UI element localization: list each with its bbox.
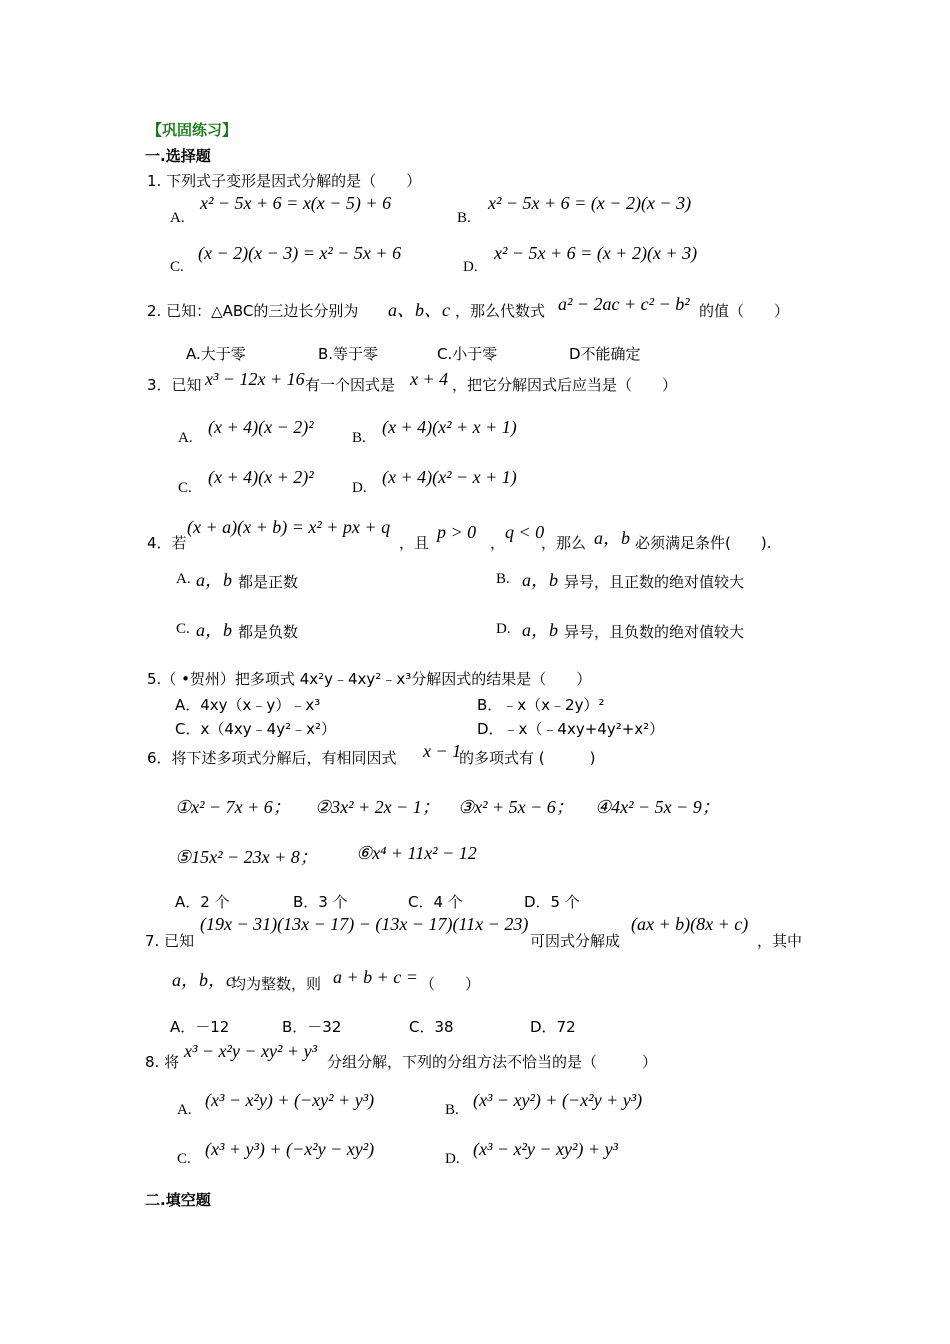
q6-item-6: ⑥x⁴ + 11x² − 12 [356,843,477,863]
q3-b-expr: (x + 4)(x² + x + 1) [382,417,517,437]
q4-stem-post: 必须满足条件( ). [635,534,772,552]
q3-factor: x + 4 [410,369,449,389]
q2-vars: a、b、c [388,300,450,320]
q8-a-label: A. [177,1102,192,1118]
q8-b-expr: (x³ − xy²) + (−x²y + y³) [473,1090,643,1110]
q3-d-expr: (x + 4)(x² − x + 1) [382,467,517,487]
q3-c-label: C. [178,480,192,496]
q6-stem-post: 的多项式有 ( ) [459,749,596,767]
q6-option-d: D．5 个 [524,893,580,911]
q4-b-vars: a，b [522,570,558,590]
q7-vars: a，b，c [172,970,234,990]
q5-option-c: C．x（4xy﹣4y²﹣x²） [175,720,336,738]
q7-stem-post: ，其中 [757,932,803,950]
q3-stem-mid: 有一个因式是 [305,376,396,394]
q3-b-label: B. [352,430,366,446]
q4-c-label: C. [176,621,190,637]
q2-stem-mid: ，那么代数式 [455,302,546,320]
q4-stem-mid: ，那么 [541,534,587,552]
q6-option-a: A．2 个 [175,893,230,911]
q4-b-label: B. [496,571,510,587]
q2-expr: a² − 2ac + c² − b² [558,294,690,314]
q3-a-label: A. [178,430,193,446]
q8-c-expr: (x³ + y³) + (−x²y − xy²) [205,1139,375,1159]
q7-ask: a + b + c = [333,967,418,987]
q1-b-label: B. [457,210,471,226]
q6-item-2: ②3x² + 2x − 1； [315,797,440,817]
q1-b-expr: x² − 5x + 6 = (x − 2)(x − 3) [488,193,692,213]
q2-option-c: C.小于零 [437,345,498,363]
q4-sep: ， [490,534,506,552]
q1-a-label: A. [170,210,185,226]
q2-option-b: B.等于零 [318,345,379,363]
q6-stem-pre: 6．将下述多项式分解后，有相同因式 [147,749,397,767]
q4-d-text: 异号，且负数的绝对值较大 [564,623,745,641]
q6-option-b: B．3 个 [293,893,348,911]
q7-option-d: D．72 [530,1018,576,1036]
q2-option-a: A.大于零 [186,345,246,363]
q6-item-3: ③x² + 5x − 6； [458,797,574,817]
part1-title: 一.选择题 [145,147,211,165]
q8-a-expr: (x³ − x²y) + (−xy² + y³) [205,1090,375,1110]
q4-cond1-pre: ，且 [399,534,430,552]
q7-form: (ax + b)(8x + c) [631,914,749,934]
q7-line2-mid: 均为整数，则 [231,975,322,993]
q7-option-b: B．－32 [282,1018,342,1036]
q6-item-4: ④4x² − 5x − 9； [595,797,720,817]
q2-stem-pre: 2. 已知：△ABC的三边长分别为 [147,302,359,320]
q1-d-label: D. [463,259,478,275]
q4-vars: a，b [594,528,630,548]
q3-d-label: D. [352,480,367,496]
q3-stem-pre: 3．已知 [147,376,202,394]
q5-stem: 5.（ •贺州）把多项式 4x²y﹣4xy²﹣x³分解因式的结果是（ ） [147,670,592,688]
q1-a-expr: x² − 5x + 6 = x(x − 5) + 6 [200,193,392,213]
q8-expr: x³ − x²y − xy² + y³ [184,1041,317,1061]
q5-option-d: D．﹣x（﹣4xy+4y²+x²） [477,720,665,738]
q4-d-vars: a，b [522,620,558,640]
q4-a-text: 都是正数 [238,573,299,591]
q2-stem-post: 的值（ ） [699,302,790,320]
q5-option-a: A．4xy（x﹣y）﹣x³ [175,696,321,714]
q5-option-b: B．﹣x（x﹣2y）² [477,696,605,714]
q1-d-expr: x² − 5x + 6 = (x + 2)(x + 3) [494,243,698,263]
q4-stem-pre: 4．若 [147,534,187,552]
q3-stem-post: ，把它分解因式后应当是（ ） [452,376,678,394]
q1-stem: 1. 下列式子变形是因式分解的是（ ） [147,172,422,190]
q8-b-label: B. [445,1102,459,1118]
q8-c-label: C. [177,1151,191,1167]
q7-option-a: A．－12 [170,1018,230,1036]
q4-a-label: A. [176,571,191,587]
q4-c-text: 都是负数 [238,623,299,641]
q6-item-5: ⑤15x² − 23x + 8； [175,847,318,867]
q7-stem-mid: 可因式分解成 [530,932,621,950]
q8-d-label: D. [445,1151,460,1167]
q4-b-text: 异号，且正数的绝对值较大 [564,573,745,591]
q6-item-1: ①x² − 7x + 6； [175,797,291,817]
q8-stem-post: 分组分解，下列的分组方法不恰当的是（ ） [327,1053,658,1071]
q7-expr: (19x − 31)(13x − 17) − (13x − 17)(11x − 23) [200,914,529,934]
part2-title: 二.填空题 [145,1191,211,1209]
q3-a-expr: (x + 4)(x − 2)² [208,417,314,437]
q1-c-label: C. [170,259,184,275]
q2-option-d: D不能确定 [569,345,641,363]
q8-d-expr: (x³ − x²y − xy²) + y³ [473,1139,618,1159]
section-title: 【巩固练习】 [147,121,238,139]
q4-c-vars: a，b [196,620,232,640]
q7-line2-post: （ ） [420,975,481,993]
q3-expr: x³ − 12x + 16 [205,369,305,389]
q4-a-vars: a，b [196,570,232,590]
q8-stem-pre: 8. 将 [145,1053,180,1071]
q4-d-label: D. [496,621,511,637]
q6-factor: x − 1 [423,741,462,761]
q6-option-c: C．4 个 [408,893,463,911]
q4-expr: (x + a)(x + b) = x² + px + q [187,517,391,537]
q7-stem-pre: 7. 已知 [145,932,195,950]
q7-option-c: C．38 [409,1018,454,1036]
q4-cond1: p > 0 [437,522,477,542]
q1-c-expr: (x − 2)(x − 3) = x² − 5x + 6 [198,243,402,263]
q3-c-expr: (x + 4)(x + 2)² [208,467,314,487]
q4-cond2: q < 0 [505,522,545,542]
